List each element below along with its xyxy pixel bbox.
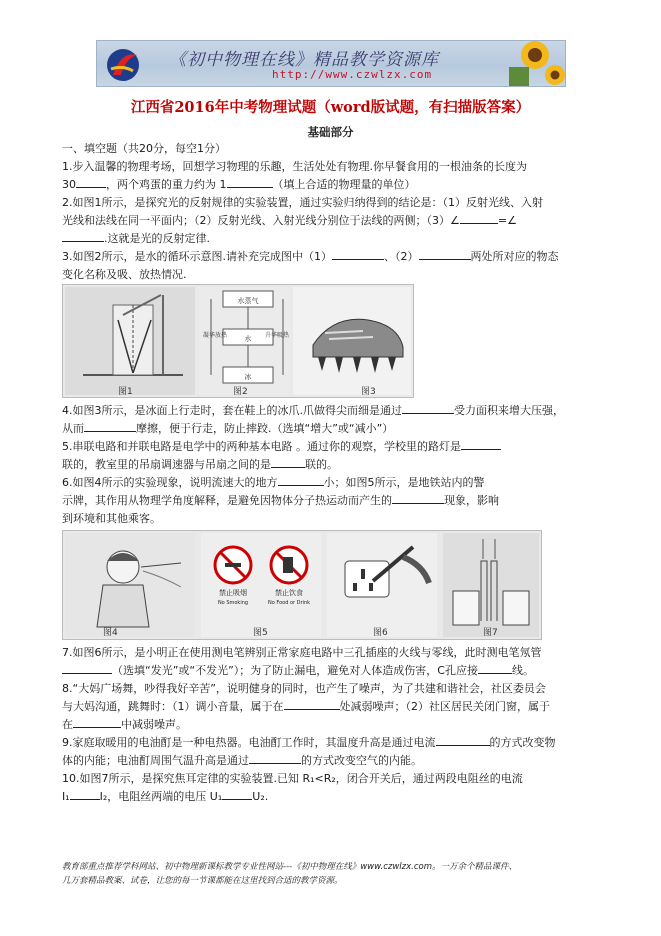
q6-blank-1[interactable]	[278, 474, 324, 486]
q4-text-c: 从而	[62, 422, 84, 435]
fig5-sign1: 禁止吸烟	[219, 589, 247, 597]
q9-line1	[62, 734, 602, 753]
q8-line1: 8.“大妈广场舞，吵得我好辛苦”，说明健身的同时，也产生了噪声，为了共建和谐社会，社区委员会	[62, 682, 546, 695]
header-banner	[96, 40, 566, 87]
q4-line1	[62, 402, 602, 421]
q6-line3: 到环境和其他乘客。	[62, 512, 161, 525]
q5-line1	[62, 438, 602, 457]
q4-blank-1[interactable]	[402, 402, 454, 414]
fig2-label-right: 升华吸热	[265, 332, 290, 339]
q8-text-c: 在	[62, 718, 73, 731]
q5-line2	[62, 456, 602, 475]
q5-blank-2[interactable]	[271, 456, 305, 468]
figures-1-3	[62, 284, 414, 398]
fig5-sign2: 禁止饮食	[275, 589, 303, 597]
q8-blank-2[interactable]	[73, 716, 121, 728]
banner-url[interactable]: http://www.czwlzx.com	[272, 68, 433, 81]
fig6-caption: 图6	[373, 628, 388, 638]
fig5-sign1-en: No Smoking	[217, 600, 249, 606]
part-heading: 一、填空题（共20分，每空1分）	[62, 142, 226, 155]
q6-line2	[62, 492, 602, 511]
q1-text-b: ，两个鸡蛋的重力约为 1	[106, 178, 227, 191]
fig2-label-bottom: 冰	[244, 373, 252, 381]
q2-line1: 2.如图1所示，是探究光的反射规律的实验装置，通过实验归纳得到的结论是：（1）反射光线、入射	[62, 196, 543, 209]
q2-blank-1[interactable]	[460, 212, 498, 224]
q3-blank-1[interactable]	[332, 248, 384, 260]
q8-text-b: 处减弱噪声；（2）社区居民关闭门窗，属于	[339, 700, 550, 713]
q5-text-a: 5.串联电路和并联电路是电学中的两种基本电路 。通过你的观察，学校里的路灯是	[62, 440, 461, 453]
q9-text-a: 9.家庭取暖用的电油酊是一种电热器。电油酊工作时，其温度升高是通过电流	[62, 736, 436, 749]
figure-1-2-3-illustration	[63, 285, 413, 397]
q4-text-d: 摩擦，便于行走，防止摔跤.（选填“增大”或“减小”）	[136, 422, 394, 435]
q2-text-c: .这就是光的反射定律.	[104, 232, 210, 245]
q9-blank-2[interactable]	[249, 752, 301, 764]
q3-text-b: 、（2）	[384, 250, 419, 263]
q1-line1: 1.步入温馨的物理考场，回想学习物理的乐趣，生活处处有物理.你早餐食用的一根油条的长度为	[62, 160, 527, 173]
q1-blank-1[interactable]	[76, 176, 106, 188]
q10-line1: 10.如图7所示，是探究焦耳定律的实验装置.已知 R₁<R₂，闭合开关后，通过两段电阻丝的电流	[62, 772, 523, 785]
q9-text-c: 体的内能；电油酊周围气温升高是通过	[62, 754, 249, 767]
q4-text-b: 受力面积来增大压强，	[454, 404, 564, 417]
q6-text-b: 小；如图5所示，是地铁站内的警	[323, 476, 485, 489]
q6-text-c: 示牌，其作用从物理学角度解释，是避免因物体分子热运动而产生的	[62, 494, 392, 507]
q4-text-a: 4.如图3所示，是冰面上行走时，套在鞋上的冰爪.爪做得尖而细是通过	[62, 404, 402, 417]
q2-line2	[62, 212, 602, 231]
q3-text-c: 两处所对应的物态	[470, 250, 559, 263]
q9-text-d: 的方式改变空气的内能。	[301, 754, 422, 767]
q2-text-a: 光线和法线在同一平面内；（2）反射光线、入射光线分别位于法线的两侧；（3）∠	[62, 214, 460, 227]
q5-blank-1[interactable]	[461, 438, 501, 450]
sunflower-icon	[495, 41, 565, 86]
q1-text-a: 30	[62, 178, 76, 191]
q2-text-b: =∠	[497, 214, 517, 227]
figure-4-7-illustration	[63, 531, 541, 639]
q7-text-a: （选填“发光”或“不发光”）；为了防止漏电，避免对人体造成伤害，C孔应接	[112, 664, 478, 677]
q2-line3	[62, 230, 602, 249]
q10-blank-1[interactable]	[70, 788, 100, 800]
q4-line2	[62, 420, 602, 439]
q10-text-a: I₁	[62, 790, 70, 803]
q6-line1	[62, 474, 602, 493]
q8-text-d: 中减弱噪声。	[121, 718, 187, 731]
figures-4-7	[62, 530, 542, 640]
q9-line2	[62, 752, 602, 771]
q10-text-b: I₂，电阻丝两端的电压 U₁	[99, 790, 223, 803]
q3-text-a: 3.如图2所示，是水的循环示意图.请补充完成图中（1）	[62, 250, 332, 263]
q4-blank-2[interactable]	[84, 420, 136, 432]
q7-text-b: 线。	[511, 664, 534, 677]
fig5-sign2-en: No Food or Drink	[267, 600, 311, 606]
document-title: 江西省2016年中考物理试题（word版试题，有扫描版答案）	[130, 99, 531, 116]
q8-blank-1[interactable]	[284, 698, 340, 710]
footer-line-1: 教育部重点推荐学科网站、初中物理新课标教学专业性网站---《初中物理在线》www.czwlzx.com。一万余个精品课件、	[62, 862, 518, 872]
fig5-caption: 图5	[253, 628, 268, 638]
q1-blank-2[interactable]	[227, 176, 273, 188]
footer	[62, 860, 622, 888]
q8-text-a: 与大妈沟通，跳舞时：（1）调小音量，属于在	[62, 700, 284, 713]
q10-blank-2[interactable]	[222, 788, 252, 800]
q10-line2	[62, 788, 602, 807]
q6-blank-2[interactable]	[392, 492, 444, 504]
q7-line1: 7.如图6所示，是小明正在使用测电笔辨别正常家庭电路中三孔插座的火线与零线，此时测电笔氖管	[62, 646, 542, 659]
q7-blank-2[interactable]	[478, 662, 512, 674]
fig2-label-left: 凝华放热	[203, 332, 228, 339]
q8-line2	[62, 698, 602, 717]
fig2-label-top: 水蒸气	[237, 297, 259, 305]
q8-line3	[62, 716, 602, 735]
fig7-caption: 图7	[483, 628, 498, 638]
fig4-caption: 图4	[103, 628, 118, 638]
q3-blank-2[interactable]	[419, 248, 471, 260]
q3-line2: 变化名称及吸、放热情况.	[62, 268, 187, 281]
q10-text-c: U₂.	[252, 790, 269, 803]
q6-text-a: 6.如图4所示的实验现象，说明流速大的地方	[62, 476, 278, 489]
q2-blank-2[interactable]	[62, 230, 104, 242]
logo-icon	[103, 45, 143, 83]
q5-text-b: 联的，教室里的吊扇调速器与吊扇之间的是	[62, 458, 271, 471]
q9-text-b: 的方式改变物	[489, 736, 556, 749]
q5-text-c: 联的。	[305, 458, 338, 471]
q1-text-c: （填上合适的物理量的单位）	[272, 178, 416, 191]
fig2-label-mid: 水	[244, 335, 252, 343]
fig2-caption: 图2	[233, 387, 248, 397]
q7-line2	[62, 662, 602, 681]
fig3-caption: 图3	[361, 387, 376, 397]
section-title: 基础部分	[307, 125, 354, 139]
footer-line-2: 几万套精品教案、试卷，让您的每一节课都能在这里找到合适的教学资源。	[62, 876, 343, 886]
q3-line1	[62, 248, 602, 267]
q9-blank-1[interactable]	[436, 734, 490, 746]
banner-title: 《初中物理在线》精品教学资源库	[169, 50, 439, 70]
q7-blank-1[interactable]	[62, 662, 112, 674]
q1-line2	[62, 176, 602, 195]
q6-text-d: 现象，影响	[444, 494, 499, 507]
fig1-caption: 图1	[118, 387, 133, 397]
